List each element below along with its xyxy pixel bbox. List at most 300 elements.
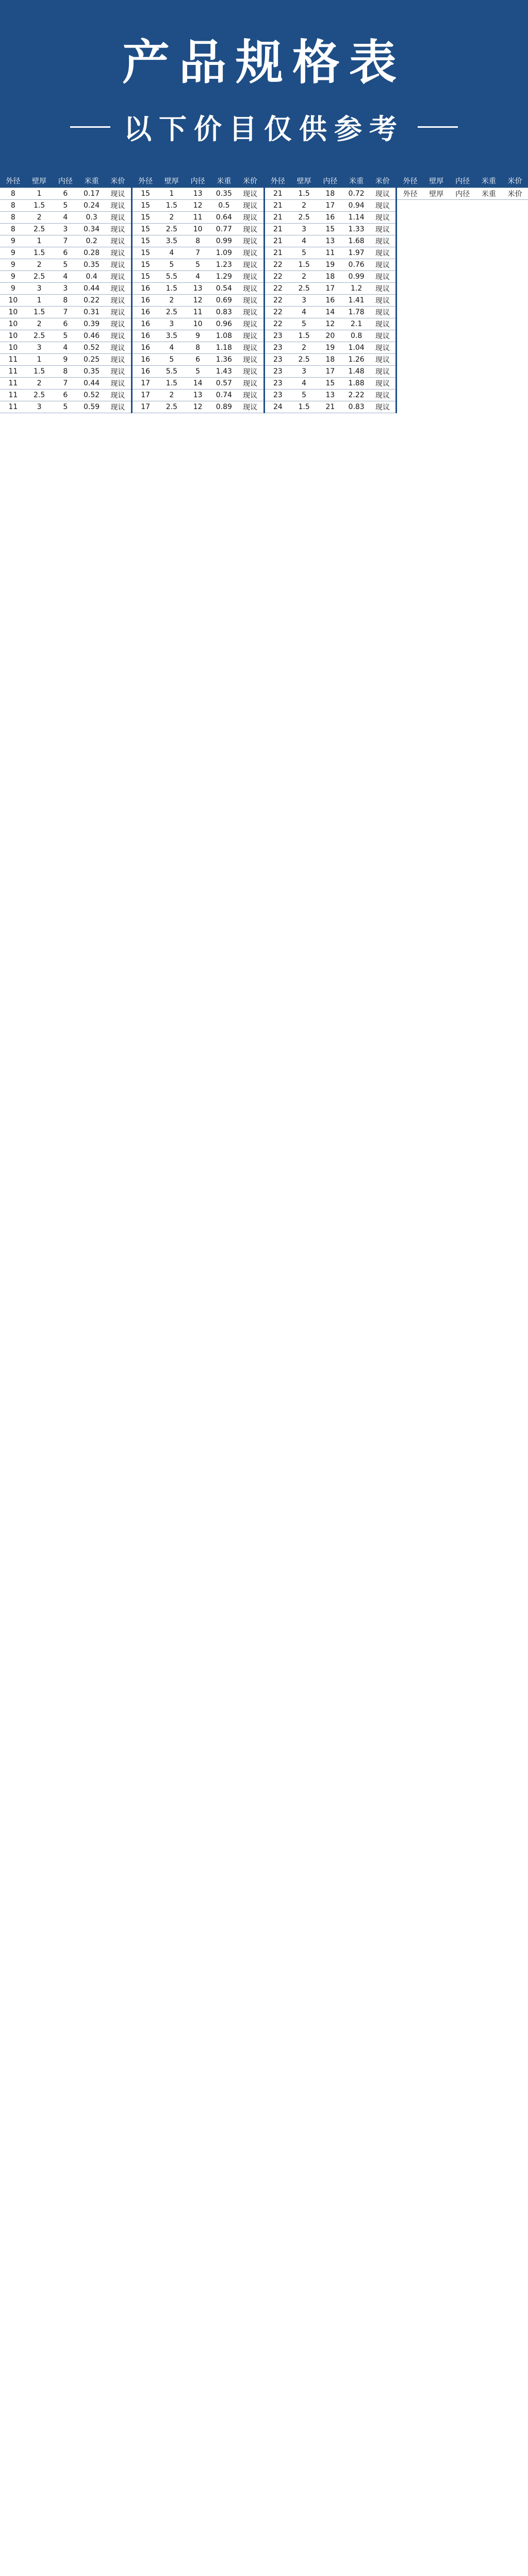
table-cell: 2.22 <box>348 391 365 399</box>
table-cell: 16 <box>141 367 151 376</box>
table-cell: 11 <box>325 249 335 257</box>
table-header-row <box>133 174 263 188</box>
table-cell: 15 <box>141 237 151 245</box>
table-cell: 19 <box>325 344 335 352</box>
table-cell: 0.2 <box>86 237 97 245</box>
table-row <box>133 354 263 366</box>
table-cell: 现议 <box>375 238 390 246</box>
table-cell: 现议 <box>110 392 125 400</box>
table-cell: 22 <box>273 273 283 281</box>
table-row <box>265 259 396 271</box>
table-cell: 1.36 <box>216 355 232 364</box>
table-cell: 11 <box>8 403 18 411</box>
table-row <box>265 271 396 283</box>
table-cell: 现议 <box>243 273 258 281</box>
table-row <box>133 318 263 330</box>
table-cell: 3 <box>302 296 307 304</box>
table-cell: 4 <box>195 273 201 281</box>
table-cell: 现议 <box>110 285 125 293</box>
table-cell: 0.35 <box>216 190 232 198</box>
table-row <box>133 271 263 283</box>
table-row <box>0 366 131 378</box>
table-cell: 15 <box>141 225 151 233</box>
table-cell: 现议 <box>375 309 390 317</box>
table-cell: 11 <box>8 379 18 387</box>
table-cell: 5 <box>169 261 174 269</box>
table-cell: 15 <box>325 225 335 233</box>
table-cell: 现议 <box>375 273 390 281</box>
table-cell: 0.64 <box>216 213 232 222</box>
table-row <box>0 342 131 354</box>
table-cell: 17 <box>141 403 151 411</box>
table-cell: 3 <box>302 367 307 376</box>
table-cell: 18 <box>325 355 335 364</box>
table-cell: 1 <box>37 237 42 245</box>
column-header: 米价 <box>507 177 522 185</box>
table-row <box>265 235 396 247</box>
table-cell: 现议 <box>243 297 258 305</box>
table-cell: 现议 <box>243 285 258 293</box>
table-row <box>265 212 396 224</box>
table-row <box>0 330 131 342</box>
table-cell: 4 <box>302 237 307 245</box>
table-row <box>0 378 131 389</box>
table-row <box>133 188 263 200</box>
table-cell: 0.83 <box>216 308 232 316</box>
table-cell: 2 <box>169 296 174 304</box>
table-cell: 5 <box>302 320 307 328</box>
table-cell: 7 <box>195 249 201 257</box>
table-row <box>265 378 396 389</box>
table-cell: 现议 <box>375 356 390 364</box>
table-cell: 13 <box>325 237 335 245</box>
table-row <box>265 366 396 378</box>
table-cell: 14 <box>193 379 203 387</box>
table-row <box>133 259 263 271</box>
table-cell: 6 <box>63 190 68 198</box>
spec-table <box>265 174 398 413</box>
table-row <box>0 389 131 401</box>
table-cell: 13 <box>325 391 335 399</box>
table-cell: 2 <box>169 391 174 399</box>
table-cell: 0.44 <box>84 284 100 293</box>
table-cell: 现议 <box>375 332 390 341</box>
table-cell: 现议 <box>243 380 258 388</box>
table-cell: 2 <box>302 201 307 210</box>
table-row <box>133 295 263 307</box>
table-cell: 内径 <box>455 190 470 198</box>
spec-tables <box>0 174 528 413</box>
table-cell: 2 <box>169 213 174 222</box>
table-cell: 现议 <box>243 226 258 234</box>
table-cell: 0.35 <box>84 367 100 376</box>
table-cell: 5 <box>195 367 201 376</box>
table-cell: 9 <box>10 261 15 269</box>
table-cell: 17 <box>325 201 335 210</box>
table-cell: 2 <box>37 213 42 222</box>
table-cell: 1 <box>37 190 42 198</box>
table-cell: 1.43 <box>216 367 232 376</box>
table-cell: 1.5 <box>298 261 310 269</box>
table-cell: 8 <box>195 237 201 245</box>
table-cell: 1.48 <box>348 367 365 376</box>
table-cell: 5 <box>63 403 68 411</box>
table-cell: 23 <box>273 391 283 399</box>
table-cell: 0.5 <box>218 201 230 210</box>
table-cell: 3 <box>37 284 42 293</box>
table-cell: 0.17 <box>84 190 100 198</box>
table-cell: 11 <box>193 213 203 222</box>
table-cell: 0.3 <box>86 213 97 222</box>
table-cell: 10 <box>8 308 18 316</box>
table-cell: 现议 <box>243 320 258 329</box>
table-cell: 2.5 <box>33 273 45 281</box>
table-cell: 17 <box>141 379 151 387</box>
table-cell: 4 <box>169 344 174 352</box>
subtitle-left-rule <box>70 126 110 128</box>
table-cell: 0.4 <box>86 273 97 281</box>
table-cell: 现议 <box>243 356 258 364</box>
table-cell: 0.99 <box>348 273 365 281</box>
table-cell: 10 <box>193 320 203 328</box>
table-row <box>133 307 263 318</box>
table-cell: 0.99 <box>216 237 232 245</box>
table-cell: 现议 <box>110 214 125 222</box>
table-cell: 1.14 <box>348 213 365 222</box>
column-header: 米价 <box>375 177 390 185</box>
table-cell: 0.74 <box>216 391 232 399</box>
table-row <box>133 200 263 212</box>
table-cell: 1.5 <box>298 190 310 198</box>
column-header: 壁厚 <box>429 177 444 185</box>
table-row <box>0 247 131 259</box>
table-cell: 0.22 <box>84 296 100 304</box>
table-cell: 3 <box>302 225 307 233</box>
table-cell: 6 <box>63 249 68 257</box>
spec-table <box>397 174 528 413</box>
table-cell: 7 <box>63 237 68 245</box>
table-cell: 10 <box>193 225 203 233</box>
table-cell: 15 <box>141 190 151 198</box>
table-cell: 10 <box>8 296 18 304</box>
table-cell: 1.97 <box>348 249 365 257</box>
table-cell: 现议 <box>243 214 258 222</box>
table-cell: 2.1 <box>350 320 362 328</box>
table-cell: 米重 <box>481 190 496 198</box>
table-cell: 1 <box>169 190 174 198</box>
table-row <box>265 188 396 200</box>
table-cell: 0.57 <box>216 379 232 387</box>
column-header: 外径 <box>6 177 21 185</box>
table-cell: 4 <box>63 273 68 281</box>
table-cell: 16 <box>141 296 151 304</box>
table-cell: 0.89 <box>216 403 232 411</box>
column-header: 壁厚 <box>32 177 47 185</box>
table-cell: 2.5 <box>33 225 45 233</box>
table-cell: 9 <box>10 273 15 281</box>
table-cell: 9 <box>10 284 15 293</box>
table-row <box>0 354 131 366</box>
table-cell: 0.69 <box>216 296 232 304</box>
table-cell: 1.5 <box>298 403 310 411</box>
spec-table <box>0 174 133 413</box>
table-row <box>133 389 263 401</box>
table-row <box>265 401 396 413</box>
table-cell: 现议 <box>375 392 390 400</box>
column-header: 内径 <box>323 177 338 185</box>
table-row <box>133 283 263 295</box>
table-cell: 1.5 <box>166 201 177 210</box>
table-cell: 10 <box>8 320 18 328</box>
table-cell: 23 <box>273 344 283 352</box>
table-row <box>0 271 131 283</box>
table-cell: 0.52 <box>84 391 100 399</box>
table-row <box>265 354 396 366</box>
table-cell: 16 <box>141 308 151 316</box>
table-cell: 16 <box>141 332 151 340</box>
table-cell: 现议 <box>243 392 258 400</box>
table-row <box>0 235 131 247</box>
table-cell: 11 <box>8 355 18 364</box>
table-cell: 11 <box>193 308 203 316</box>
subtitle-right-rule <box>418 126 458 128</box>
table-cell: 现议 <box>110 380 125 388</box>
table-cell: 15 <box>141 261 151 269</box>
table-cell: 2.5 <box>298 355 310 364</box>
table-cell: 6 <box>63 320 68 328</box>
table-cell: 2.5 <box>166 225 177 233</box>
table-cell: 现议 <box>375 202 390 210</box>
table-cell: 2.5 <box>166 308 177 316</box>
table-cell: 1.5 <box>166 379 177 387</box>
table-row <box>265 295 396 307</box>
table-row <box>265 342 396 354</box>
table-cell: 2 <box>37 379 42 387</box>
table-cell: 现议 <box>110 356 125 364</box>
table-cell: 0.72 <box>348 190 365 198</box>
table-cell: 1.08 <box>216 332 232 340</box>
table-cell: 4 <box>302 308 307 316</box>
table-row <box>133 401 263 413</box>
table-cell: 0.77 <box>216 225 232 233</box>
table-cell: 4 <box>302 379 307 387</box>
column-header: 内径 <box>58 177 73 185</box>
table-cell: 0.34 <box>84 225 100 233</box>
table-cell: 1.2 <box>350 284 362 293</box>
table-cell: 2.5 <box>298 213 310 222</box>
table-cell: 9 <box>195 332 201 340</box>
table-row <box>0 224 131 235</box>
spec-table <box>133 174 265 413</box>
table-cell: 2 <box>37 261 42 269</box>
table-cell: 现议 <box>243 261 258 269</box>
table-cell: 6 <box>195 355 201 364</box>
table-cell: 1.33 <box>348 225 365 233</box>
table-row <box>133 247 263 259</box>
table-cell: 现议 <box>110 403 125 412</box>
table-cell: 0.46 <box>84 332 100 340</box>
table-row <box>133 224 263 235</box>
table-cell: 现议 <box>110 309 125 317</box>
table-row <box>0 200 131 212</box>
column-header: 内径 <box>455 177 470 185</box>
table-cell: 5.5 <box>166 367 177 376</box>
table-cell: 15 <box>141 273 151 281</box>
table-cell: 现议 <box>375 226 390 234</box>
table-cell: 1 <box>37 355 42 364</box>
table-cell: 现议 <box>243 309 258 317</box>
table-cell: 0.44 <box>84 379 100 387</box>
column-header: 米重 <box>481 177 496 185</box>
table-row <box>397 188 528 200</box>
table-cell: 17 <box>325 284 335 293</box>
table-cell: 7 <box>63 379 68 387</box>
table-cell: 23 <box>273 332 283 340</box>
table-cell: 22 <box>273 320 283 328</box>
table-cell: 0.35 <box>84 261 100 269</box>
table-cell: 15 <box>325 379 335 387</box>
table-cell: 3 <box>37 344 42 352</box>
table-row <box>133 366 263 378</box>
table-cell: 壁厚 <box>429 190 444 198</box>
table-row <box>133 342 263 354</box>
table-cell: 1.26 <box>348 355 365 364</box>
table-cell: 15 <box>141 213 151 222</box>
table-row <box>265 283 396 295</box>
table-cell: 现议 <box>243 238 258 246</box>
table-cell: 23 <box>273 355 283 364</box>
table-cell: 5 <box>63 332 68 340</box>
table-row <box>265 200 396 212</box>
spec-block <box>0 174 528 413</box>
table-cell: 11 <box>8 367 18 376</box>
table-cell: 20 <box>325 332 335 340</box>
table-row <box>133 212 263 224</box>
table-cell: 12 <box>193 201 203 210</box>
table-header-row <box>265 174 396 188</box>
table-cell: 13 <box>193 284 203 293</box>
table-cell: 10 <box>8 332 18 340</box>
table-row <box>265 307 396 318</box>
table-cell: 1.04 <box>348 344 365 352</box>
column-header: 米价 <box>110 177 125 185</box>
table-cell: 现议 <box>110 320 125 329</box>
table-header-row <box>397 174 528 188</box>
table-cell: 8 <box>63 296 68 304</box>
table-cell: 9 <box>10 249 15 257</box>
table-row <box>0 283 131 295</box>
column-header: 米重 <box>84 177 99 185</box>
table-cell: 0.39 <box>84 320 100 328</box>
table-cell: 14 <box>325 308 335 316</box>
table-header-row <box>0 174 131 188</box>
table-cell: 18 <box>325 273 335 281</box>
table-cell: 现议 <box>375 285 390 293</box>
table-cell: 1.23 <box>216 261 232 269</box>
table-row <box>133 330 263 342</box>
table-cell: 现议 <box>110 202 125 210</box>
table-cell: 现议 <box>110 190 125 198</box>
table-cell: 3.5 <box>166 332 177 340</box>
table-cell: 5 <box>195 261 201 269</box>
table-cell: 24 <box>273 403 283 411</box>
table-cell: 0.59 <box>84 403 100 411</box>
table-cell: 1.41 <box>348 296 365 304</box>
table-cell: 4 <box>63 344 68 352</box>
table-cell: 22 <box>273 296 283 304</box>
table-cell: 17 <box>141 391 151 399</box>
table-cell: 1.5 <box>33 201 45 210</box>
table-cell: 5.5 <box>166 273 177 281</box>
table-cell: 8 <box>10 213 15 222</box>
table-cell: 2.5 <box>33 391 45 399</box>
table-cell: 15 <box>141 249 151 257</box>
table-cell: 10 <box>8 344 18 352</box>
table-cell: 12 <box>325 320 335 328</box>
table-cell: 2 <box>37 320 42 328</box>
column-header: 内径 <box>190 177 205 185</box>
table-cell: 2 <box>302 273 307 281</box>
table-row <box>265 330 396 342</box>
table-cell: 1.5 <box>298 332 310 340</box>
column-header: 壁厚 <box>164 177 179 185</box>
table-row <box>0 212 131 224</box>
table-cell: 19 <box>325 261 335 269</box>
table-cell: 现议 <box>243 344 258 352</box>
table-cell: 22 <box>273 284 283 293</box>
table-cell: 8 <box>63 367 68 376</box>
table-cell: 8 <box>195 344 201 352</box>
table-cell: 22 <box>273 261 283 269</box>
table-cell: 2.5 <box>33 332 45 340</box>
table-cell: 2.5 <box>298 284 310 293</box>
table-cell: 现议 <box>375 368 390 376</box>
subtitle-row <box>0 107 528 147</box>
table-cell: 17 <box>325 367 335 376</box>
table-cell: 1.5 <box>33 308 45 316</box>
page-header <box>0 0 528 174</box>
table-cell: 现议 <box>110 249 125 258</box>
table-cell: 现议 <box>110 226 125 234</box>
table-cell: 21 <box>273 201 283 210</box>
table-row <box>0 307 131 318</box>
table-cell: 现议 <box>375 380 390 388</box>
table-cell: 现议 <box>110 332 125 341</box>
column-header: 外径 <box>403 177 418 185</box>
table-cell: 16 <box>141 320 151 328</box>
table-cell: 现议 <box>243 202 258 210</box>
column-header: 米重 <box>217 177 232 185</box>
table-cell: 0.25 <box>84 355 100 364</box>
table-cell: 现议 <box>375 261 390 269</box>
table-row <box>133 235 263 247</box>
table-cell: 0.24 <box>84 201 100 210</box>
table-cell: 13 <box>193 391 203 399</box>
column-header: 米价 <box>243 177 258 185</box>
table-cell: 23 <box>273 367 283 376</box>
table-cell: 1.18 <box>216 344 232 352</box>
table-cell: 7 <box>63 308 68 316</box>
table-cell: 1 <box>37 296 42 304</box>
table-cell: 23 <box>273 379 283 387</box>
table-cell: 0.31 <box>84 308 100 316</box>
table-cell: 1.5 <box>33 249 45 257</box>
table-cell: 4 <box>169 249 174 257</box>
table-cell: 0.94 <box>348 201 365 210</box>
page-subtitle: 以下价目仅供参考 <box>124 112 404 145</box>
table-cell: 21 <box>273 190 283 198</box>
table-cell: 5 <box>302 249 307 257</box>
